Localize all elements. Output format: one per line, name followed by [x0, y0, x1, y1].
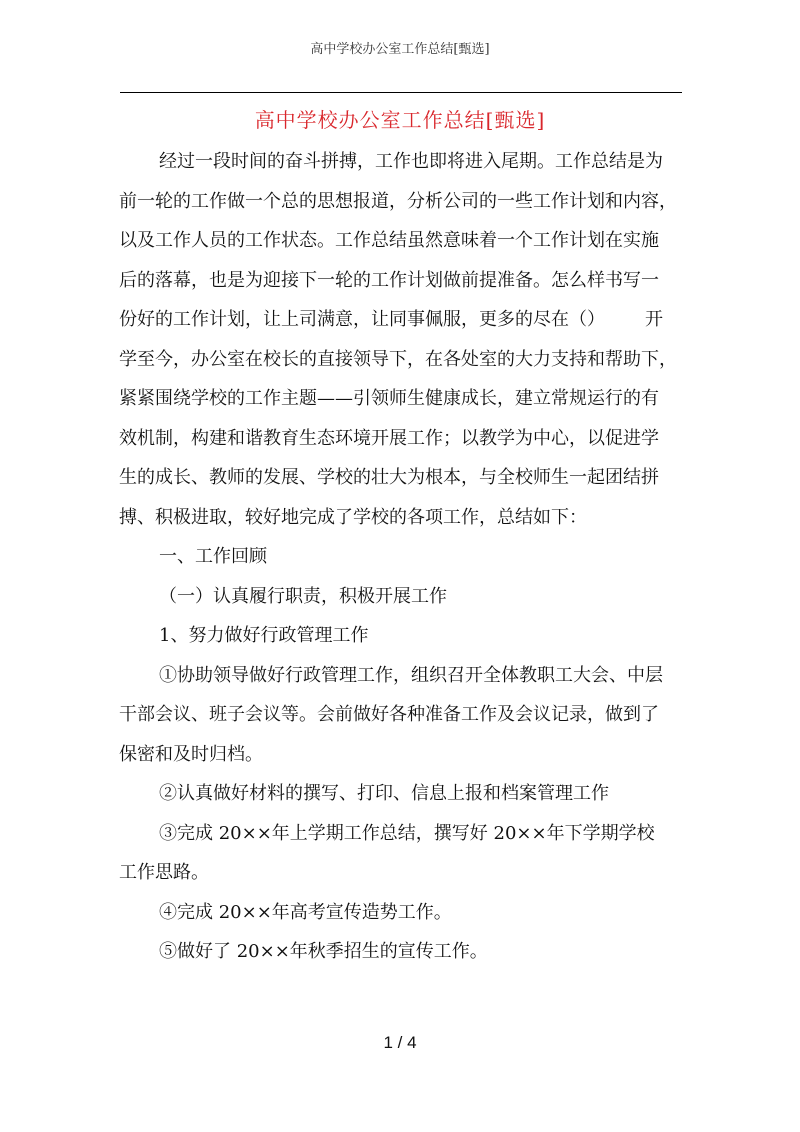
paragraph-line: 搏、积极进取，较好地完成了学校的各项工作，总结如下： [119, 506, 587, 528]
paragraph-line: ③完成 20××年上学期工作总结，撰写好 20××年下学期学校 [159, 822, 655, 844]
paragraph-line [119, 300, 683, 340]
paragraph-text: 份好的工作计划，让上司满意，让同事佩服，更多的尽在（） [119, 309, 605, 330]
page-indicator: 1 / 4 [383, 1033, 417, 1052]
document-title: 高中学校办公室工作总结[甄选] [254, 108, 546, 132]
paragraph-line: 保密和及时归档。 [119, 743, 263, 765]
section-heading: 一、工作回顾 [159, 546, 267, 567]
paragraph-line: ①协助领导做好行政管理工作，组织召开全体教职工大会、中层 [159, 664, 663, 686]
paragraph-line: 以及工作人员的工作状态。工作总结虽然意味着一个工作计划在实施 [119, 230, 659, 251]
item-heading: 1、努力做好行政管理工作 [159, 625, 369, 646]
paragraph-line: 紧紧围绕学校的工作主题——引领师生健康成长，建立常规运行的有 [119, 388, 659, 409]
subsection-heading: （一）认真履行职责，积极开展工作 [159, 585, 447, 607]
document-body [119, 142, 683, 972]
paragraph-text: 开 [645, 309, 663, 330]
paragraph-line: 学至今，办公室在校长的直接领导下，在各处室的大力支持和帮助下， [119, 348, 677, 370]
paragraph-line: 经过一段时间的奋斗拼搏，工作也即将进入尾期。工作总结是为 [159, 151, 663, 172]
paragraph-line: 后的落幕，也是为迎接下一轮的工作计划做前提准备。怎么样书写一 [119, 269, 659, 291]
paragraph-line: 干部会议、班子会议等。会前做好各种准备工作及会议记录，做到了 [119, 704, 659, 725]
paragraph-line: ②认真做好材料的撰写、打印、信息上报和档案管理工作 [159, 783, 609, 804]
paragraph-line: ④完成 20××年高考宣传造势工作。 [159, 901, 452, 923]
paragraph-line: ⑤做好了 20××年秋季招生的宣传工作。 [159, 941, 488, 962]
running-header: 高中学校办公室工作总结[甄选] [310, 42, 490, 57]
paragraph-line: 效机制，构建和谐教育生态环境开展工作；以教学为中心，以促进学 [119, 427, 659, 449]
paragraph-line: 工作思路。 [119, 862, 209, 883]
paragraph-line: 生的成长、教师的发展、学校的壮大为根本，与全校师生一起团结拼 [119, 467, 659, 488]
header-divider [120, 92, 682, 93]
paragraph-line: 前一轮的工作做一个总的思想报道，分析公司的一些工作计划和内容， [119, 190, 677, 212]
